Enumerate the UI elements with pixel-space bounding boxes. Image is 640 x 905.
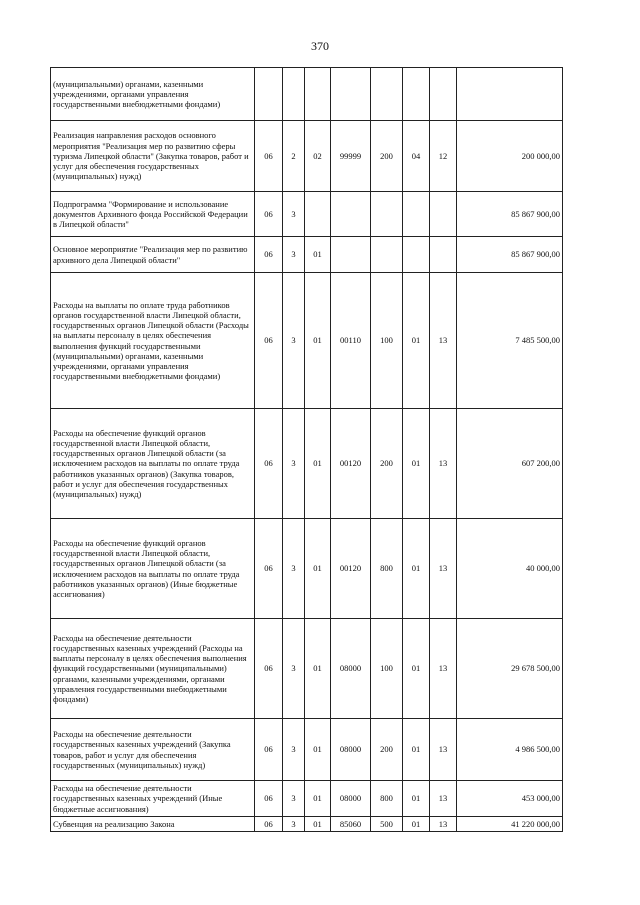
subprogram-code: 3 — [283, 519, 305, 619]
subsection-code — [430, 237, 457, 273]
row-description: Реализация направления расходов основного мероприятия "Реализация мер по развитию сферы туризма Липецкой области" (Закупка товаров, работ и услуг для обеспечения государственных (муниципальных) нужд) — [51, 121, 255, 192]
expense-type-code: 800 — [371, 519, 403, 619]
table-row — [51, 619, 563, 719]
measure-code — [305, 192, 331, 237]
grbs-code: 06 — [255, 273, 283, 409]
section-code: 01 — [403, 409, 430, 519]
row-description: Расходы на обеспечение деятельности государственных казенных учреждений (Закупка товаров, работ и услуг для обеспечения государственных (муниципальных) нужд) — [51, 719, 255, 781]
amount-value: 29 678 500,00 — [457, 619, 563, 719]
row-description: Субвенция на реализацию Закона — [51, 817, 255, 832]
budget-table — [50, 67, 563, 832]
expense-type-code: 100 — [371, 619, 403, 719]
measure-code: 01 — [305, 719, 331, 781]
expense-type-code: 200 — [371, 719, 403, 781]
grbs-code: 06 — [255, 192, 283, 237]
amount-value: 7 485 500,00 — [457, 273, 563, 409]
expense-type-code: 200 — [371, 121, 403, 192]
direction-code: 00110 — [331, 273, 371, 409]
subprogram-code: 3 — [283, 192, 305, 237]
expense-type-code: 800 — [371, 781, 403, 817]
table-row — [51, 519, 563, 619]
row-description: (муниципальными) органами, казенными учреждениями, органами управления государственными внебюджетными фондами) — [51, 68, 255, 121]
direction-code: 99999 — [331, 121, 371, 192]
subsection-code: 12 — [430, 121, 457, 192]
page-number: 370 — [311, 39, 329, 53]
section-code: 01 — [403, 781, 430, 817]
subprogram-code: 3 — [283, 619, 305, 719]
amount-value — [457, 68, 563, 121]
row-description: Подпрограмма "Формирование и использование документов Архивного фонда Российской Федерации в Липецкой области" — [51, 192, 255, 237]
subsection-code: 13 — [430, 817, 457, 832]
grbs-code: 06 — [255, 781, 283, 817]
table-row — [51, 817, 563, 832]
measure-code: 01 — [305, 409, 331, 519]
amount-value: 607 200,00 — [457, 409, 563, 519]
amount-value: 85 867 900,00 — [457, 237, 563, 273]
row-description: Основное мероприятие "Реализация мер по развитию архивного дела Липецкой области" — [51, 237, 255, 273]
subsection-code: 13 — [430, 519, 457, 619]
measure-code: 01 — [305, 817, 331, 832]
expense-type-code: 500 — [371, 817, 403, 832]
subprogram-code: 2 — [283, 121, 305, 192]
direction-code — [331, 192, 371, 237]
subprogram-code: 3 — [283, 781, 305, 817]
row-description: Расходы на обеспечение деятельности государственных казенных учреждений (Расходы на выплаты персоналу в целях обеспечения выполнения функций государственными (муниципальными) органами, казенными учреждениями, органами управления государственными внебюджетными фондами) — [51, 619, 255, 719]
subprogram-code: 3 — [283, 409, 305, 519]
measure-code: 01 — [305, 781, 331, 817]
amount-value: 41 220 000,00 — [457, 817, 563, 832]
measure-code: 01 — [305, 619, 331, 719]
direction-code: 08000 — [331, 781, 371, 817]
grbs-code — [255, 68, 283, 121]
section-code: 04 — [403, 121, 430, 192]
direction-code: 00120 — [331, 409, 371, 519]
measure-code: 01 — [305, 273, 331, 409]
expense-type-code: 200 — [371, 409, 403, 519]
grbs-code: 06 — [255, 817, 283, 832]
expense-type-code — [371, 237, 403, 273]
amount-value: 453 000,00 — [457, 781, 563, 817]
grbs-code: 06 — [255, 121, 283, 192]
table-row — [51, 719, 563, 781]
subsection-code: 13 — [430, 273, 457, 409]
amount-value: 40 000,00 — [457, 519, 563, 619]
direction-code — [331, 68, 371, 121]
table-row — [51, 192, 563, 237]
amount-value: 4 986 500,00 — [457, 719, 563, 781]
grbs-code: 06 — [255, 237, 283, 273]
section-code: 01 — [403, 519, 430, 619]
expense-type-code — [371, 68, 403, 121]
subprogram-code: 3 — [283, 237, 305, 273]
measure-code: 02 — [305, 121, 331, 192]
section-code — [403, 192, 430, 237]
table-row — [51, 409, 563, 519]
direction-code: 00120 — [331, 519, 371, 619]
grbs-code: 06 — [255, 409, 283, 519]
subsection-code: 13 — [430, 719, 457, 781]
subprogram-code: 3 — [283, 817, 305, 832]
section-code — [403, 68, 430, 121]
row-description: Расходы на обеспечение функций органов государственной власти Липецкой области, государственных органов Липецкой области (за исключением расходов на выплаты по оплате труда работников указанных органов) (Иные бюджетные ассигнования) — [51, 519, 255, 619]
section-code: 01 — [403, 273, 430, 409]
direction-code: 08000 — [331, 619, 371, 719]
measure-code: 01 — [305, 237, 331, 273]
expense-type-code — [371, 192, 403, 237]
direction-code — [331, 237, 371, 273]
subprogram-code — [283, 68, 305, 121]
grbs-code: 06 — [255, 619, 283, 719]
grbs-code: 06 — [255, 719, 283, 781]
subsection-code: 13 — [430, 619, 457, 719]
amount-value: 85 867 900,00 — [457, 192, 563, 237]
table-row — [51, 68, 563, 121]
direction-code: 85060 — [331, 817, 371, 832]
grbs-code: 06 — [255, 519, 283, 619]
subprogram-code: 3 — [283, 273, 305, 409]
direction-code: 08000 — [331, 719, 371, 781]
row-description: Расходы на выплаты по оплате труда работников органов государственной власти Липецкой области, государственных органов Липецкой области (Расходы на выплаты персоналу в целях обеспечения выполнения функций государственными (муниципальными) органами, казенными учреждениями, органами управления государственными внебюджетными фондами) — [51, 273, 255, 409]
table-row — [51, 237, 563, 273]
measure-code: 01 — [305, 519, 331, 619]
amount-value: 200 000,00 — [457, 121, 563, 192]
subprogram-code: 3 — [283, 719, 305, 781]
section-code: 01 — [403, 817, 430, 832]
subsection-code: 13 — [430, 409, 457, 519]
row-description: Расходы на обеспечение функций органов государственной власти Липецкой области, государственных органов Липецкой области (за исключением расходов на выплаты по оплате труда работников указанных органов) (Закупка товаров, работ и услуг для обеспечения государственных (муниципальных) нужд) — [51, 409, 255, 519]
table-row — [51, 121, 563, 192]
expense-type-code: 100 — [371, 273, 403, 409]
subsection-code — [430, 192, 457, 237]
table-row — [51, 273, 563, 409]
section-code: 01 — [403, 619, 430, 719]
subsection-code: 13 — [430, 781, 457, 817]
section-code: 01 — [403, 719, 430, 781]
measure-code — [305, 68, 331, 121]
subsection-code — [430, 68, 457, 121]
section-code — [403, 237, 430, 273]
row-description: Расходы на обеспечение деятельности государственных казенных учреждений (Иные бюджетные ассигнования) — [51, 781, 255, 817]
table-row — [51, 781, 563, 817]
